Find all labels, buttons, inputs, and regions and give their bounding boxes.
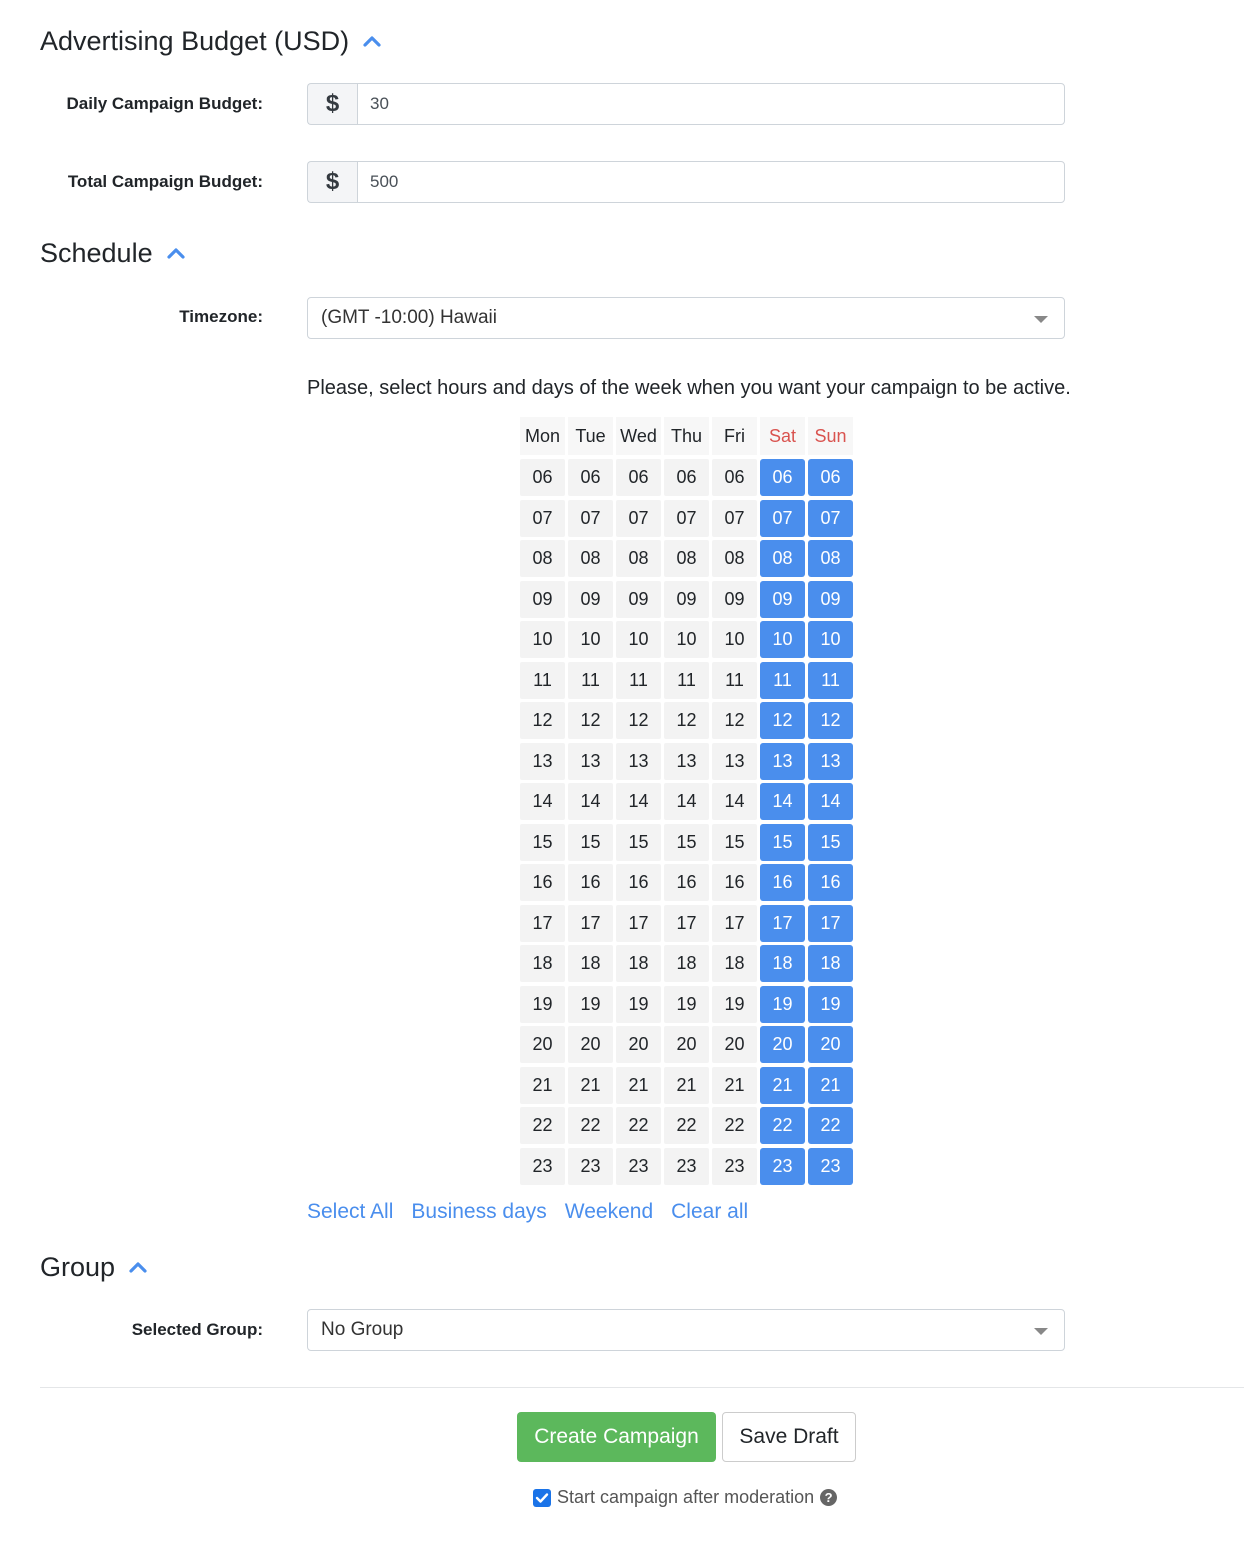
hour-cell-tue-15[interactable]: 15 [568,824,613,861]
divider [40,1387,1244,1388]
hour-cell-sun-06[interactable]: 06 [808,459,853,496]
group-value: No Group [321,1319,404,1340]
hour-row [520,1026,856,1067]
hour-cell-sat-22[interactable]: 22 [760,1107,805,1144]
hour-cell-sun-19[interactable]: 19 [808,986,853,1023]
chevron-up-icon[interactable] [363,35,381,49]
group-label: Selected Group: [131,1320,263,1339]
hour-cell-fri-15[interactable]: 15 [712,824,757,861]
hour-cell-sun-08[interactable]: 08 [808,540,853,577]
hour-cell-fri-23[interactable]: 23 [712,1148,757,1185]
hour-cell-wed-07[interactable]: 07 [616,500,661,537]
group-select[interactable] [307,1309,1065,1351]
hour-cell-fri-20[interactable]: 20 [712,1026,757,1063]
hour-cell-sat-07[interactable]: 07 [760,500,805,537]
grid-body [520,459,856,1188]
hour-cell-tue-19[interactable]: 19 [568,986,613,1023]
day-header-tue[interactable]: Tue [568,417,613,455]
hour-cell-tue-10[interactable]: 10 [568,621,613,658]
hour-cell-wed-06[interactable]: 06 [616,459,661,496]
hour-cell-tue-18[interactable]: 18 [568,945,613,982]
day-header-sat[interactable]: Sat [760,417,805,455]
hour-row [520,743,856,784]
hour-cell-mon-15[interactable]: 15 [520,824,565,861]
schedule-instructions: Please, select hours and days of the week when you want your campaign to be active. [307,377,1071,399]
hour-cell-mon-12[interactable]: 12 [520,702,565,739]
hour-cell-tue-14[interactable]: 14 [568,783,613,820]
hour-cell-mon-09[interactable]: 09 [520,581,565,618]
hour-cell-thu-22[interactable]: 22 [664,1107,709,1144]
hour-row [520,905,856,946]
hour-cell-wed-17[interactable]: 17 [616,905,661,942]
hour-cell-wed-18[interactable]: 18 [616,945,661,982]
total-budget-group [307,161,1065,203]
day-header-mon[interactable]: Mon [520,417,565,455]
moderation-option [533,1487,837,1508]
daily-budget-label: Daily Campaign Budget: [66,94,263,113]
hour-cell-wed-19[interactable]: 19 [616,986,661,1023]
total-budget-label: Total Campaign Budget: [67,172,263,191]
chevron-up-icon[interactable] [129,1261,147,1275]
hour-cell-mon-07[interactable]: 07 [520,500,565,537]
hour-cell-tue-12[interactable]: 12 [568,702,613,739]
hour-cell-sat-21[interactable]: 21 [760,1067,805,1104]
hour-cell-sat-16[interactable]: 16 [760,864,805,901]
hour-cell-fri-17[interactable]: 17 [712,905,757,942]
hour-row [520,783,856,824]
hour-cell-tue-16[interactable]: 16 [568,864,613,901]
hour-cell-sun-20[interactable]: 20 [808,1026,853,1063]
hour-cell-wed-08[interactable]: 08 [616,540,661,577]
hour-cell-sun-17[interactable]: 17 [808,905,853,942]
hour-cell-fri-18[interactable]: 18 [712,945,757,982]
hour-cell-tue-11[interactable]: 11 [568,662,613,699]
hour-cell-tue-13[interactable]: 13 [568,743,613,780]
hour-cell-tue-17[interactable]: 17 [568,905,613,942]
hour-cell-tue-21[interactable]: 21 [568,1067,613,1104]
hour-cell-sat-18[interactable]: 18 [760,945,805,982]
hour-cell-mon-08[interactable]: 08 [520,540,565,577]
chevron-up-icon[interactable] [167,247,185,261]
hour-cell-sun-07[interactable]: 07 [808,500,853,537]
hour-cell-thu-23[interactable]: 23 [664,1148,709,1185]
hour-cell-fri-08[interactable]: 08 [712,540,757,577]
hour-cell-sun-22[interactable]: 22 [808,1107,853,1144]
hour-cell-thu-19[interactable]: 19 [664,986,709,1023]
day-header-fri[interactable]: Fri [712,417,757,455]
grid-header-row [520,417,856,455]
hour-cell-wed-21[interactable]: 21 [616,1067,661,1104]
hour-cell-tue-07[interactable]: 07 [568,500,613,537]
hour-cell-sat-11[interactable]: 11 [760,662,805,699]
hour-cell-fri-22[interactable]: 22 [712,1107,757,1144]
hour-cell-sun-09[interactable]: 09 [808,581,853,618]
hour-cell-sun-18[interactable]: 18 [808,945,853,982]
hour-cell-wed-14[interactable]: 14 [616,783,661,820]
hour-cell-wed-23[interactable]: 23 [616,1148,661,1185]
hour-row [520,621,856,662]
timezone-select[interactable] [307,297,1065,339]
schedule-title: Schedule [40,238,153,268]
hour-cell-sat-08[interactable]: 08 [760,540,805,577]
hour-cell-sun-16[interactable]: 16 [808,864,853,901]
hour-cell-sat-19[interactable]: 19 [760,986,805,1023]
hour-cell-sun-13[interactable]: 13 [808,743,853,780]
hour-cell-thu-10[interactable]: 10 [664,621,709,658]
hour-cell-mon-16[interactable]: 16 [520,864,565,901]
hour-cell-wed-11[interactable]: 11 [616,662,661,699]
hour-cell-fri-09[interactable]: 09 [712,581,757,618]
clear-all-link[interactable]: Clear all [671,1200,749,1223]
daily-budget-group [307,83,1065,125]
hour-cell-wed-15[interactable]: 15 [616,824,661,861]
hour-cell-tue-06[interactable]: 06 [568,459,613,496]
hour-cell-wed-10[interactable]: 10 [616,621,661,658]
hour-cell-thu-13[interactable]: 13 [664,743,709,780]
hour-cell-sun-15[interactable]: 15 [808,824,853,861]
hour-cell-mon-22[interactable]: 22 [520,1107,565,1144]
dollar-icon: $ [307,161,357,203]
hour-cell-wed-13[interactable]: 13 [616,743,661,780]
moderation-checkbox[interactable] [533,1489,551,1507]
hour-cell-wed-22[interactable]: 22 [616,1107,661,1144]
hour-cell-thu-16[interactable]: 16 [664,864,709,901]
hour-cell-wed-20[interactable]: 20 [616,1026,661,1063]
hour-cell-thu-20[interactable]: 20 [664,1026,709,1063]
business-days-link[interactable]: Business days [411,1200,547,1223]
hour-cell-thu-12[interactable]: 12 [664,702,709,739]
schedule-section-title[interactable] [40,238,185,269]
hour-cell-fri-12[interactable]: 12 [712,702,757,739]
hour-row [520,662,856,703]
hour-row [520,459,856,500]
hour-row [520,581,856,622]
total-budget-input[interactable] [357,161,1065,203]
group-section-title[interactable] [40,1252,147,1283]
schedule-quick-links [307,1200,766,1224]
hour-row [520,702,856,743]
hour-cell-sat-10[interactable]: 10 [760,621,805,658]
budget-section-title[interactable] [40,26,381,57]
day-header-sun[interactable]: Sun [808,417,853,455]
hour-cell-thu-07[interactable]: 07 [664,500,709,537]
hour-cell-fri-14[interactable]: 14 [712,783,757,820]
hour-cell-sun-21[interactable]: 21 [808,1067,853,1104]
hour-row [520,986,856,1027]
hour-cell-thu-11[interactable]: 11 [664,662,709,699]
hour-cell-mon-06[interactable]: 06 [520,459,565,496]
hour-cell-thu-08[interactable]: 08 [664,540,709,577]
hour-cell-sun-11[interactable]: 11 [808,662,853,699]
hour-row [520,864,856,905]
hour-cell-fri-19[interactable]: 19 [712,986,757,1023]
group-title: Group [40,1252,116,1282]
hour-cell-mon-23[interactable]: 23 [520,1148,565,1185]
hour-cell-tue-08[interactable]: 08 [568,540,613,577]
hour-cell-sat-15[interactable]: 15 [760,824,805,861]
hour-cell-sat-20[interactable]: 20 [760,1026,805,1063]
hour-row [520,540,856,581]
question-circle-icon[interactable]: ? [820,1489,837,1506]
hour-cell-mon-17[interactable]: 17 [520,905,565,942]
hour-cell-wed-12[interactable]: 12 [616,702,661,739]
checkmark-icon [535,1492,549,1504]
hour-cell-sat-12[interactable]: 12 [760,702,805,739]
timezone-value: (GMT -10:00) Hawaii [321,307,497,328]
hour-cell-mon-14[interactable]: 14 [520,783,565,820]
budget-title: Advertising Budget (USD) [40,26,350,56]
hour-cell-mon-20[interactable]: 20 [520,1026,565,1063]
hour-cell-mon-18[interactable]: 18 [520,945,565,982]
hour-row [520,1107,856,1148]
hour-cell-wed-16[interactable]: 16 [616,864,661,901]
hour-cell-sat-13[interactable]: 13 [760,743,805,780]
hour-cell-thu-18[interactable]: 18 [664,945,709,982]
hour-cell-fri-07[interactable]: 07 [712,500,757,537]
hour-cell-thu-14[interactable]: 14 [664,783,709,820]
hour-cell-thu-06[interactable]: 06 [664,459,709,496]
hour-row [520,500,856,541]
hour-cell-wed-09[interactable]: 09 [616,581,661,618]
moderation-label[interactable]: Start campaign after moderation [557,1487,815,1507]
daily-budget-input[interactable] [357,83,1065,125]
dollar-icon: $ [307,83,357,125]
hour-cell-sat-14[interactable]: 14 [760,783,805,820]
hour-cell-sat-17[interactable]: 17 [760,905,805,942]
hour-cell-tue-23[interactable]: 23 [568,1148,613,1185]
caret-down-icon [1034,316,1048,323]
day-header-wed[interactable]: Wed [616,417,661,455]
schedule-grid [520,417,856,1188]
hour-row [520,824,856,865]
hour-row [520,1067,856,1108]
hour-cell-fri-11[interactable]: 11 [712,662,757,699]
save-draft-button[interactable]: Save Draft [722,1412,856,1462]
hour-cell-fri-16[interactable]: 16 [712,864,757,901]
hour-cell-sat-23[interactable]: 23 [760,1148,805,1185]
hour-cell-mon-21[interactable]: 21 [520,1067,565,1104]
hour-cell-fri-10[interactable]: 10 [712,621,757,658]
timezone-label: Timezone: [179,307,263,326]
hour-cell-mon-13[interactable]: 13 [520,743,565,780]
caret-down-icon [1034,1328,1048,1335]
hour-cell-sun-14[interactable]: 14 [808,783,853,820]
hour-cell-mon-10[interactable]: 10 [520,621,565,658]
hour-cell-thu-21[interactable]: 21 [664,1067,709,1104]
hour-row [520,945,856,986]
hour-cell-sun-12[interactable]: 12 [808,702,853,739]
hour-cell-mon-19[interactable]: 19 [520,986,565,1023]
hour-cell-tue-22[interactable]: 22 [568,1107,613,1144]
hour-cell-thu-17[interactable]: 17 [664,905,709,942]
hour-cell-tue-09[interactable]: 09 [568,581,613,618]
hour-cell-sun-10[interactable]: 10 [808,621,853,658]
select-all-link[interactable]: Select All [307,1200,394,1223]
hour-cell-mon-11[interactable]: 11 [520,662,565,699]
hour-cell-thu-09[interactable]: 09 [664,581,709,618]
weekend-link[interactable]: Weekend [564,1200,654,1223]
hour-cell-tue-20[interactable]: 20 [568,1026,613,1063]
hour-cell-sun-23[interactable]: 23 [808,1148,853,1185]
hour-row [520,1148,856,1189]
create-campaign-button[interactable]: Create Campaign [517,1412,716,1462]
hour-cell-sat-09[interactable]: 09 [760,581,805,618]
hour-cell-thu-15[interactable]: 15 [664,824,709,861]
hour-cell-fri-21[interactable]: 21 [712,1067,757,1104]
hour-cell-fri-06[interactable]: 06 [712,459,757,496]
day-header-thu[interactable]: Thu [664,417,709,455]
hour-cell-fri-13[interactable]: 13 [712,743,757,780]
hour-cell-sat-06[interactable]: 06 [760,459,805,496]
